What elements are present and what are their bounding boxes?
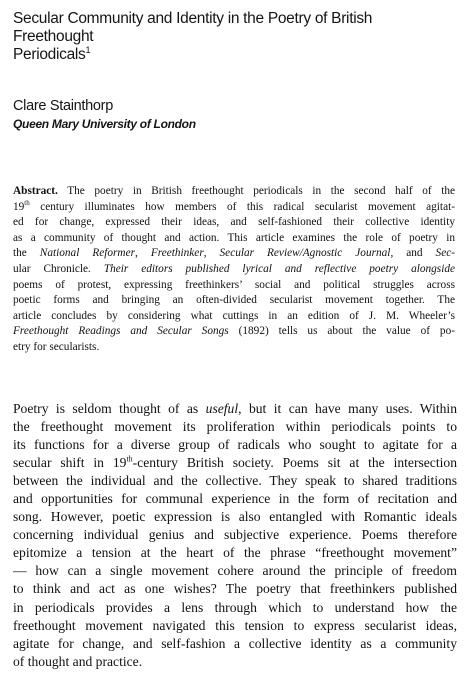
body-line: and opportunities for communal experience in the form of recitation and (13, 491, 457, 507)
title-line-1: Secular Community and Identity in the Poetry of British Freethought (13, 10, 373, 45)
abstract-line: article concludes by considering what cuttings in an edition of J. M. Wheeler’s (13, 309, 455, 322)
abstract-line: etry for secularists. (13, 340, 100, 353)
abstract-line: Freethought Readings and Secular Songs (1892) tells us about the value of po- (13, 325, 455, 338)
ordinal-superscript: th (24, 198, 30, 207)
author-affiliation: Queen Mary University of London (13, 117, 196, 131)
body-line: concerning individual genius and subjective experience. Poems therefore (13, 527, 457, 543)
italic-title: Freethinker (150, 247, 204, 260)
title-footnote-marker[interactable]: 1 (85, 44, 91, 55)
abstract-line: ular Chronicle. Their editors published lyrical and reflective poetry alongside (13, 262, 456, 275)
body-line: in periodicals provides a lens through which to understand how the (13, 599, 457, 615)
abstract-line (13, 184, 455, 200)
body-paragraph (13, 400, 457, 671)
abstract-line-text: The poetry in British freethought periodicals in the second half of the (57, 185, 455, 197)
author-name: Clare Stainthorp (13, 98, 113, 114)
abstract (13, 184, 455, 356)
abstract-line: 19th century illuminates how members of this radical secularist movement agitat- (13, 198, 455, 213)
body-line: of thought and practice. (13, 653, 143, 669)
body-line: epitomize a tension at the heart of the phrase “freethought movement” (13, 545, 457, 561)
article-title (13, 10, 453, 64)
italic-title: Sec- (435, 247, 455, 260)
abstract-line: ed for change, expressed their ideas, and self-fashioned their collective identity (13, 216, 455, 229)
italic-title: National Reformer (39, 247, 135, 260)
abstract-line: poetic forms and bringing an often-divided secularist movement together. The (13, 294, 455, 307)
body-line: agitate for change, and self-fashion a collective identity as a community (13, 635, 457, 651)
body-line: — how can a single movement cohere around the principle of freedom (13, 563, 457, 579)
body-line: its functions for a diverse group of radicals who sought to agitate for a (13, 437, 457, 453)
abstract-line: the National Reformer, Freethinker, Secular Review/Agnostic Journal, and Sec- (13, 247, 455, 260)
body-line: between the individual and the collective. They speak to shared traditions (13, 473, 457, 489)
italic-title: useful (205, 401, 239, 416)
abstract-line: as a community of thought and action. This article examines the role of poetry in (13, 231, 455, 244)
body-line: Poetry is seldom thought of as useful, but it can have many uses. Within (13, 401, 457, 416)
abstract-label: Abstract. (13, 185, 58, 197)
italic-title: Freethought Readings and Secular Songs (13, 325, 229, 338)
ordinal-superscript: th (126, 454, 133, 464)
italic-title: Secular Review/Agnostic Journal (219, 247, 391, 260)
abstract-line: poems of protest, expressing freethinkers’ social and political struggles across (13, 278, 455, 291)
title-line-2: Periodicals (13, 46, 86, 63)
italic-title: . Their editors published lyrical and reflective poetry alongside (88, 262, 456, 275)
body-line: secular shift in 19th-century British society. Poems sit at the intersection (13, 454, 457, 471)
body-line: to think and act as one wishes? The poetry that freethinkers published (13, 581, 457, 597)
body-line: song. However, poetic expression is also entangled with Romantic ideals (13, 509, 457, 525)
body-line: freethought movement navigated this tension to express secularist ideas, (13, 617, 457, 633)
body-line: the freethought movement its proliferation within periodicals points to (13, 419, 457, 435)
